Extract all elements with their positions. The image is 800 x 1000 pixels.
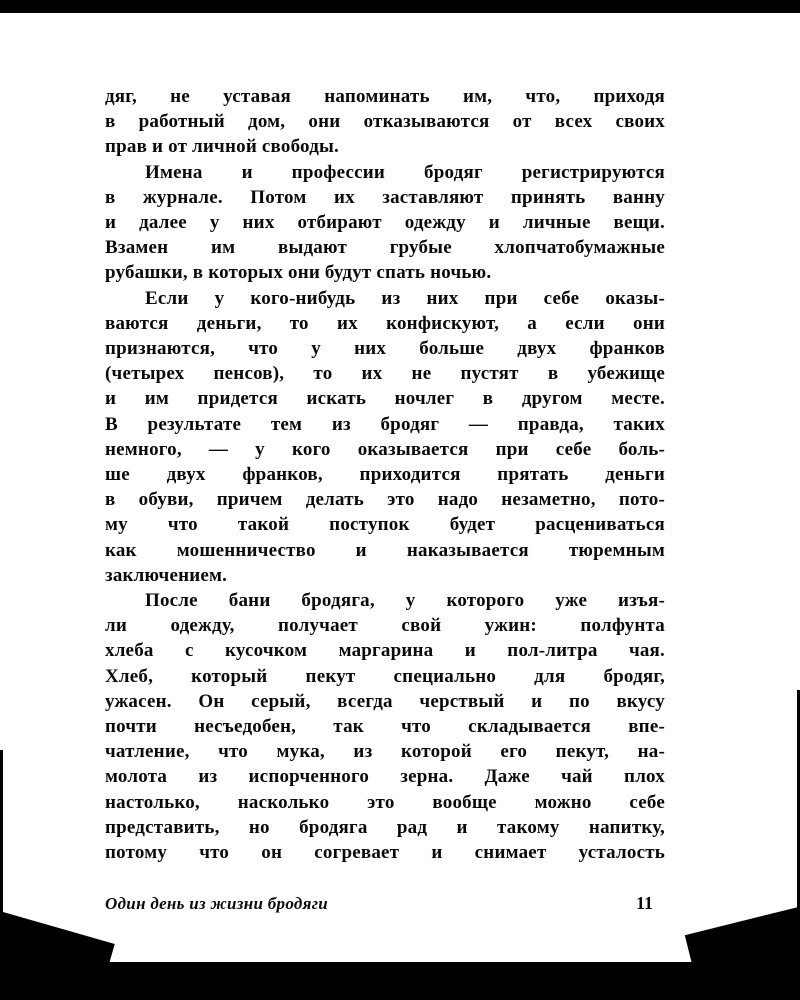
text-line: Взамен им выдают грубые хлопчатобумажные bbox=[105, 237, 665, 259]
text-line: (четырех пенсов), то их не пустят в убежище bbox=[105, 363, 665, 385]
text-line: Хлеб, который пекут специально для бродяг, bbox=[105, 665, 665, 687]
page-number: 11 bbox=[635, 893, 653, 913]
text-line: Имена и профессии бродяг регистрируются bbox=[145, 161, 665, 183]
text-line: ше двух франков, приходится прятать деньги bbox=[105, 464, 665, 486]
text-line: в журнале. Потом их заставляют принять ванну bbox=[105, 186, 665, 208]
text-line: в обуви, причем делать это надо незаметно, пото- bbox=[105, 489, 665, 511]
text-line: рубашки, в которых они будут спать ночью. bbox=[105, 262, 492, 284]
text-line: как мошенничество и наказывается тюремным bbox=[105, 539, 665, 561]
running-title: Один день из жизни бродяги bbox=[105, 894, 329, 913]
text-line: ли одежду, получает свой ужин: полфунта bbox=[105, 615, 665, 637]
page-footer bbox=[105, 893, 665, 914]
text-line: После бани бродяга, у которого уже изъя- bbox=[145, 590, 665, 612]
text-line: хлеба с кусочком маргарина и пол-литра чая. bbox=[105, 640, 665, 662]
text-line: чатление, что мука, из которой его пекут, на- bbox=[105, 741, 665, 763]
scan-bottom-border bbox=[0, 962, 800, 1000]
text-line: и далее у них отбирают одежду и личные вещи. bbox=[105, 212, 665, 234]
text-line: В результате тем из бродяг — правда, таких bbox=[105, 413, 665, 435]
text-line: заключением. bbox=[105, 564, 228, 586]
text-line: Если у кого-нибудь из них при себе оказы- bbox=[145, 287, 665, 309]
text-line: потому что он согревает и снимает усталость bbox=[105, 842, 665, 864]
text-line: признаются, что у них больше двух франков bbox=[105, 338, 665, 360]
scan-top-border bbox=[0, 0, 800, 13]
text-line: ужасен. Он серый, всегда черствый и по вкусу bbox=[105, 690, 665, 712]
text-line: ваются деньги, то их конфискуют, а если они bbox=[105, 312, 665, 334]
text-line: прав и от личной свободы. bbox=[105, 136, 339, 158]
text-line: настолько, насколько это вообще можно себе bbox=[105, 791, 665, 813]
text-line: дяг, не уставая напоминать им, что, приходя bbox=[105, 86, 665, 107]
text-line: почти несъедобен, так что складывается впе- bbox=[105, 716, 665, 738]
text-block bbox=[105, 84, 665, 865]
text-line: молота из испорченного зерна. Даже чай плох bbox=[105, 766, 665, 788]
text-line: му что такой поступок будет расцениваться bbox=[105, 514, 665, 536]
text-line: немного, — у кого оказывается при себе боль- bbox=[105, 438, 665, 460]
text-line: в работный дом, они отказываются от всех своих bbox=[105, 111, 665, 133]
text-line: представить, но бродяга рад и такому напитку, bbox=[105, 816, 665, 838]
text-line: и им придется искать ночлег в другом месте. bbox=[105, 388, 665, 410]
